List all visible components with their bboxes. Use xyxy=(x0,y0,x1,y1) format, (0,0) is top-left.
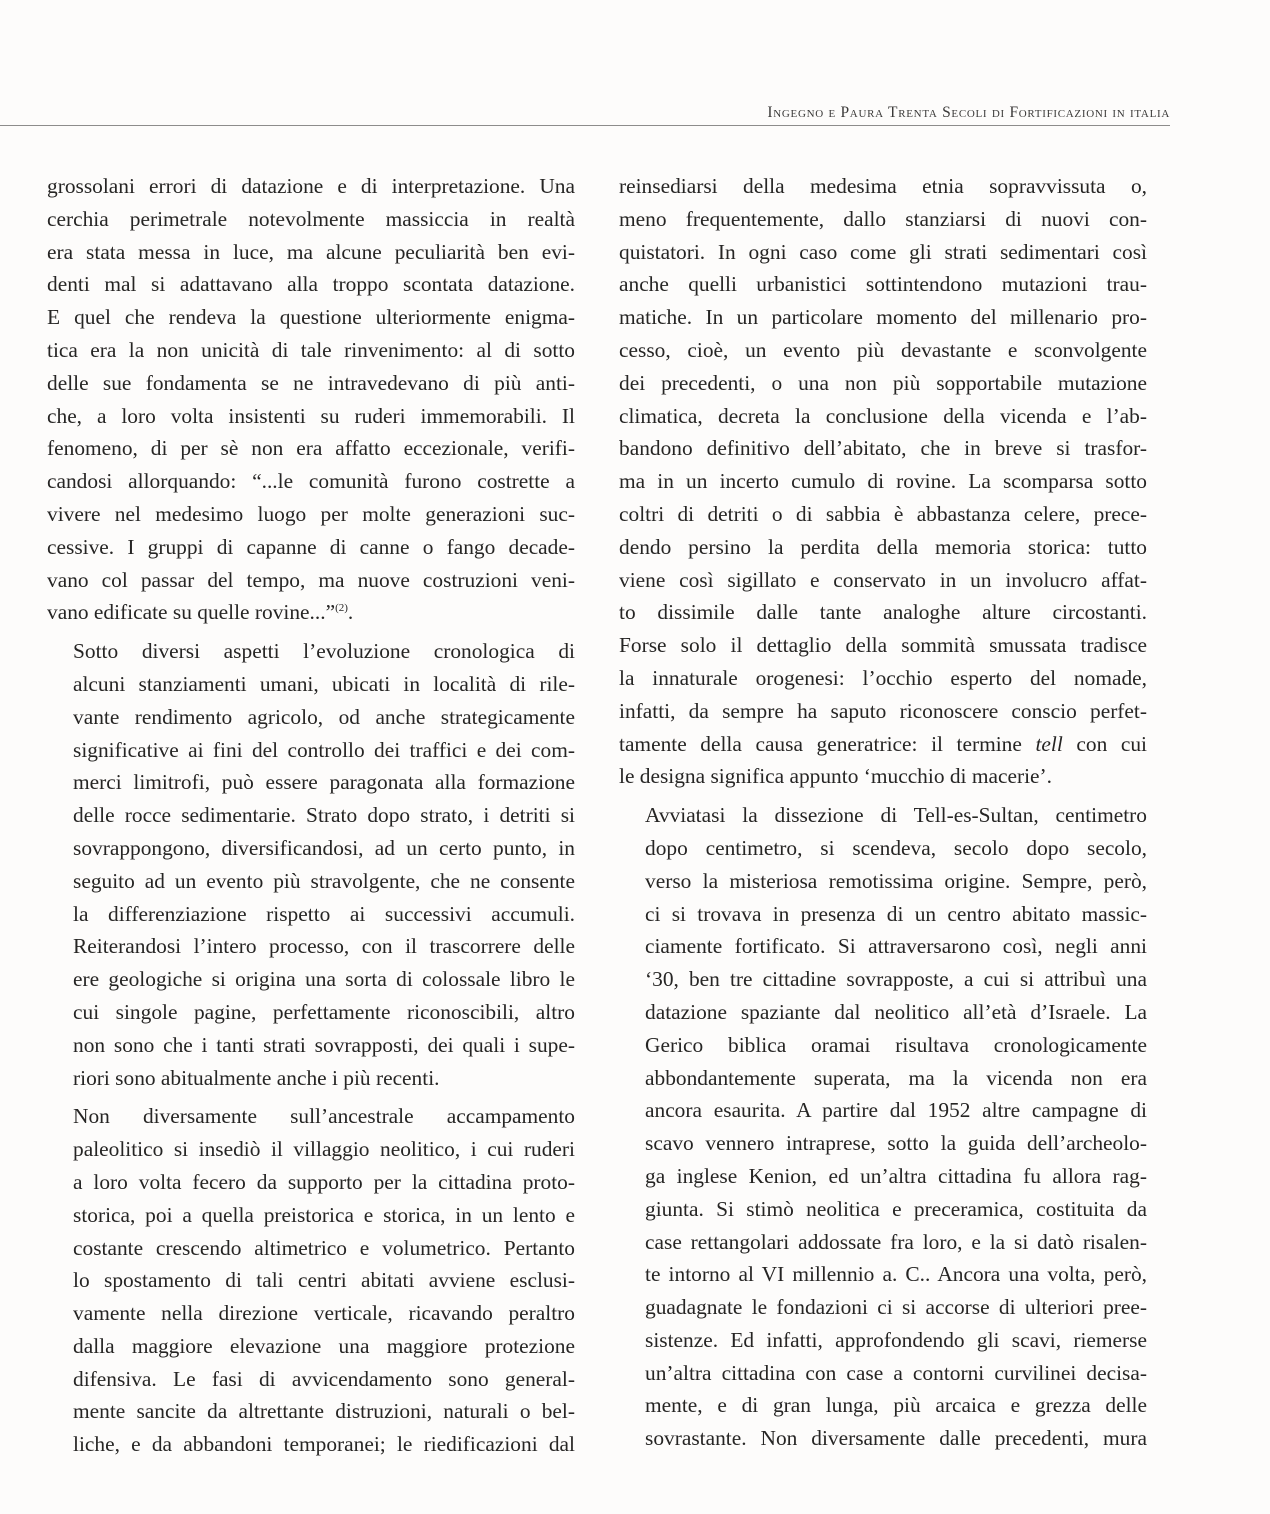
text-line: cui singole pagine, perfettamente riconoscibili, altro xyxy=(73,999,575,1024)
text-line: ere geologiche si origina una sorta di colossale libro le xyxy=(73,967,575,992)
text-line: quistatori. In ogni caso come gli strati sedimentari così xyxy=(619,239,1147,264)
text-line: costante crescendo altimetrico e volumetrico. Pertanto xyxy=(73,1235,575,1260)
text-line: mente, e di gran lunga, più arcaica e grezza delle xyxy=(645,1393,1147,1418)
running-header xyxy=(0,104,1170,126)
text-line: significative ai fini del controllo dei traffici e dei com- xyxy=(73,737,575,762)
text-line: anche quelli urbanistici sottintendono mutazioni trau- xyxy=(619,272,1147,297)
text-line: cerchia perimetrale notevolmente massiccia in realtà xyxy=(47,206,575,231)
text-line: E quel che rendeva la questione ulteriormente enigma- xyxy=(47,305,575,330)
text-line: Forse solo il dettaglio della sommità smussata tradisce xyxy=(619,633,1147,658)
text-line: grossolani errori di datazione e di interpretazione. Una xyxy=(47,174,575,198)
text-line: Sotto diversi aspetti l’evoluzione cronologica di xyxy=(73,639,575,664)
text-line: un’altra cittadina con case a contorni curvilinei decisa- xyxy=(645,1360,1147,1385)
text-line: denti mal si adattavano alla troppo scontata datazione. xyxy=(47,272,575,297)
text-line: riori sono abitualmente anche i più recenti. xyxy=(73,1065,440,1090)
text-line: abbondantemente superata, ma la vicenda non era xyxy=(645,1065,1147,1090)
text-line: ciamente fortificato. Si attraversarono così, negli anni xyxy=(645,934,1147,959)
text-line: Avviatasi la dissezione di Tell-es-Sultan, centimetro xyxy=(645,803,1147,828)
right-column xyxy=(619,170,1147,1461)
header-title: Ingegno e Paura Trenta Secoli di Fortificazioni in italia xyxy=(767,104,1170,121)
text-line: Non diversamente sull’ancestrale accampamento xyxy=(73,1104,575,1129)
text-line: reinsediarsi della medesima etnia sopravvissuta o, xyxy=(619,174,1147,198)
left-column xyxy=(47,170,575,1467)
text-line xyxy=(47,596,575,629)
right-paragraph-2 xyxy=(619,799,1147,1455)
text-line: cessive. I gruppi di capanne di canne o fango decade- xyxy=(47,534,575,559)
text-line: ancora esaurita. A partire dal 1952 altre campagne di xyxy=(645,1098,1147,1123)
text-line: ga inglese Kenion, ed un’altra cittadina fu allora rag- xyxy=(645,1163,1147,1188)
text-fragment: con cui xyxy=(1062,731,1147,756)
left-paragraph-3 xyxy=(47,1100,575,1461)
text-line: tica era la non unicità di tale rinvenimento: al di sotto xyxy=(47,337,575,362)
text-line: sistenze. Ed infatti, approfondendo gli scavi, riemerse xyxy=(645,1327,1147,1352)
text-line: cesso, cioè, un evento più devastante e sconvolgente xyxy=(619,337,1147,362)
text-line: alcuni stanziamenti umani, ubicati in località di rile- xyxy=(73,671,575,696)
text-line: storica, poi a quella preistorica e storica, in un lento e xyxy=(73,1202,575,1227)
italic-term: tell xyxy=(1035,731,1063,756)
text-line: infatti, da sempre ha saputo riconoscere conscio perfet- xyxy=(619,698,1147,723)
text-line: giunta. Si stimò neolitica e preceramica, costituita da xyxy=(645,1196,1147,1221)
text-line: verso la misteriosa remotissima origine. Sempre, però, xyxy=(645,868,1147,893)
text-line: dei precedenti, o una non più sopportabile mutazione xyxy=(619,370,1147,395)
text-line: matiche. In un particolare momento del millenario pro- xyxy=(619,305,1147,330)
text-line: delle sue fondamenta se ne intravedevano di più anti- xyxy=(47,370,575,395)
text-line: scavo vennero intraprese, sotto la guida dell’archeolo- xyxy=(645,1131,1147,1156)
right-paragraph-1 xyxy=(619,170,1147,793)
text-line: paleolitico si insediò il villaggio neolitico, i cui ruderi xyxy=(73,1137,575,1162)
text-line: le designa significa appunto ‘mucchio di macerie’. xyxy=(619,764,1053,789)
text-line: la innaturale orogenesi: l’occhio esperto del nomade, xyxy=(619,665,1147,690)
text-line: merci limitrofi, può essere paragonata alla formazione xyxy=(73,770,575,795)
left-paragraph-2 xyxy=(47,635,575,1094)
text-line: a loro volta fecero da supporto per la cittadina proto- xyxy=(73,1169,575,1194)
text-line: vivere nel medesimo luogo per molte generazioni suc- xyxy=(47,501,575,526)
text-line: Gerico biblica oramai risultava cronologicamente xyxy=(645,1032,1147,1057)
text-line: ci si trovava in presenza di un centro abitato massic- xyxy=(645,901,1147,926)
left-paragraph-1 xyxy=(47,170,575,629)
text-line: climatica, decreta la conclusione della vicenda e l’ab- xyxy=(619,403,1147,428)
text-line: candosi allorquando: “...le comunità furono costrette a xyxy=(47,469,575,494)
text-line: era stata messa in luce, ma alcune peculiarità ben evi- xyxy=(47,239,575,264)
text-line xyxy=(619,728,1147,761)
text-line: Reiterandosi l’intero processo, con il trascorrere delle xyxy=(73,934,575,959)
text-line: datazione spaziante dal neolitico all’età d’Israele. La xyxy=(645,999,1147,1024)
text-line: bandono definitivo dell’abitato, che in breve si trasfor- xyxy=(619,436,1147,461)
text-fragment: vano edificate su quelle rovine...” xyxy=(47,600,336,625)
text-line: sovrappongono, diversificandosi, ad un certo punto, in xyxy=(73,835,575,860)
text-line: difensiva. Le fasi di avvicendamento sono general- xyxy=(73,1366,575,1391)
text-line: che, a loro volta insistenti su ruderi immemorabili. Il xyxy=(47,403,575,428)
text-line: non sono che i tanti strati sovrapposti, dei quali i supe- xyxy=(73,1032,575,1057)
text-line: sovrastante. Non diversamente dalle precedenti, mura xyxy=(645,1426,1147,1451)
text-line: dendo persino la perdita della memoria storica: tutto xyxy=(619,534,1147,559)
footnote-ref: (2) xyxy=(335,602,348,615)
text-line: meno frequentemente, dallo stanziarsi di nuovi con- xyxy=(619,206,1147,231)
text-line: liche, e da abbandoni temporanei; le riedificazioni dal xyxy=(73,1432,575,1457)
text-line: seguito ad un evento più stravolgente, che ne consente xyxy=(73,868,575,893)
text-line: ‘30, ben tre cittadine sovrapposte, a cui si attribuì una xyxy=(645,967,1147,992)
text-fragment: tamente della causa generatrice: il termine xyxy=(619,731,1022,756)
text-line: te intorno al VI millennio a. C.. Ancora una volta, però, xyxy=(645,1262,1147,1287)
text-line: viene così sigillato e conservato in un involucro affat- xyxy=(619,567,1147,592)
text-line: delle rocce sedimentarie. Strato dopo strato, i detriti si xyxy=(73,803,575,828)
text-fragment: . xyxy=(347,600,354,625)
text-line: mente sancite da altrettante distruzioni, naturali o bel- xyxy=(73,1399,575,1424)
text-line: dalla maggiore elevazione una maggiore protezione xyxy=(73,1333,575,1358)
text-line: fenomeno, di per sè non era affatto eccezionale, verifi- xyxy=(47,436,575,461)
header-rule xyxy=(0,125,1170,126)
text-line: guadagnate le fondazioni ci si accorse di ulteriori pree- xyxy=(645,1295,1147,1320)
text-line: dopo centimetro, si scendeva, secolo dopo secolo, xyxy=(645,835,1147,860)
text-line: to dissimile dalle tante analoghe alture circostanti. xyxy=(619,600,1147,625)
text-line: la differenziazione rispetto ai successivi accumuli. xyxy=(73,901,575,926)
text-line: lo spostamento di tali centri abitati avviene esclusi- xyxy=(73,1268,575,1293)
text-line: ma in un incerto cumulo di rovine. La scomparsa sotto xyxy=(619,469,1147,494)
text-line: coltri di detriti o di sabbia è abbastanza celere, prece- xyxy=(619,501,1147,526)
text-line: vamente nella direzione verticale, ricavando peraltro xyxy=(73,1301,575,1326)
text-line: vano col passar del tempo, ma nuove costruzioni veni- xyxy=(47,567,575,592)
text-line: vante rendimento agricolo, od anche strategicamente xyxy=(73,704,575,729)
text-line: case rettangolari addossate fra loro, e la si datò risalen- xyxy=(645,1229,1147,1254)
